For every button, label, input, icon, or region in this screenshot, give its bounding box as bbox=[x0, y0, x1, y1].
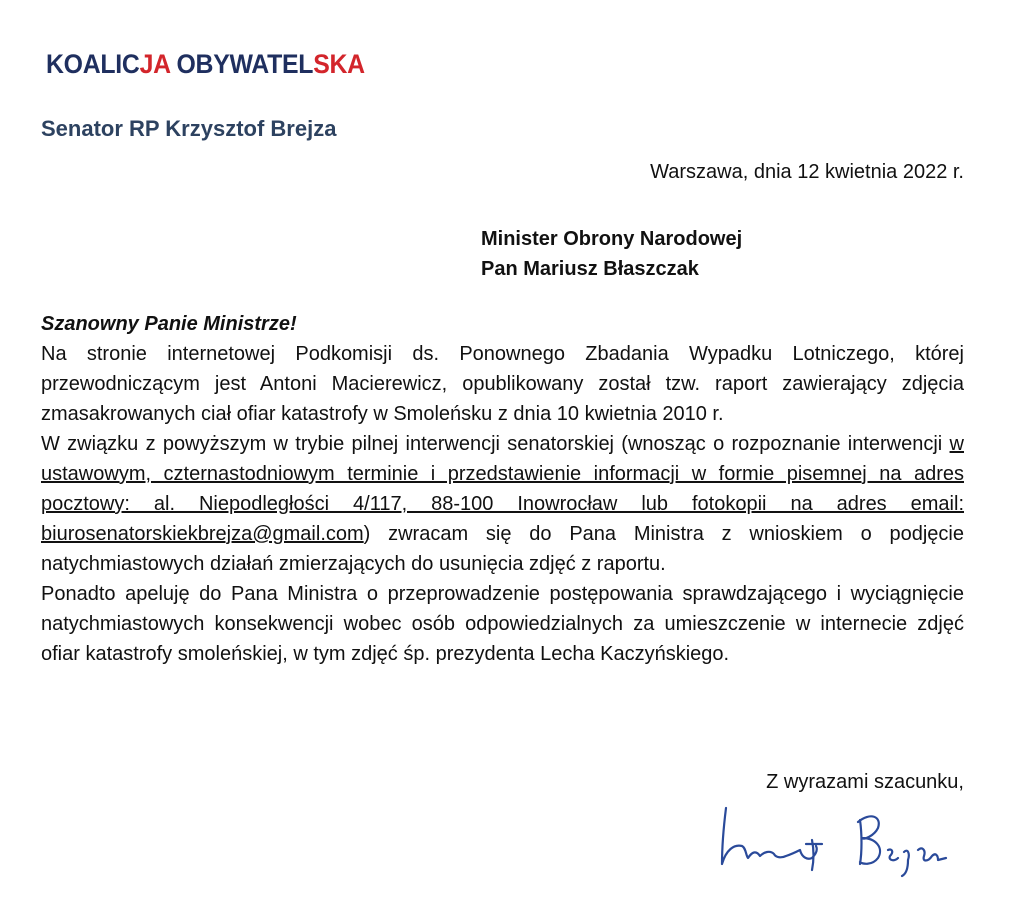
logo-text-3: OBYWATEL bbox=[169, 49, 314, 79]
recipient-line-1: Minister Obrony Narodowej bbox=[481, 228, 743, 250]
paragraph-3: Ponadto apeluję do Pana Ministra o przeprowadzenie postępowania sprawdzającego i wyciągnięcie natychmiastowych konsekwencji wobec osób odpowiedzialnych za umieszczenie w internecie zdjęć ofiar katastrofy smoleńskiej, w tym zdjęć śp. prezydenta Lecha Kaczyńskiego. bbox=[41, 583, 964, 665]
letter-body bbox=[41, 339, 964, 669]
sender-title: Senator RP Krzysztof Brejza bbox=[41, 116, 337, 141]
paragraph-2-underlined: w ustawowym, czternastodniowym terminie i przedstawienie informacji w formie pisemnej na adres pocztowy: al. Niepodległości 4/117, 88-100 Inowrocław lub fotokopii na adres email: biurosenatorskiekbrejza@gmail.com bbox=[41, 433, 964, 545]
paragraph-1: Na stronie internetowej Podkomisji ds. Ponownego Zbadania Wypadku Lotniczego, której przewodniczącym jest Antoni Macierewicz, opublikowany został tzw. raport zawierający zdjęcia zmasakrowanych ciał ofiar katastrofy w Smoleńsku z dnia 10 kwietnia 2010 r. bbox=[41, 343, 964, 425]
paragraph-2-end: ) zwracam się do Pana Ministra z wnioskiem o podjęcie natychmiastowych działań zmierzających do usunięcia zdjęć z raportu. bbox=[41, 523, 964, 575]
closing: Z wyrazami szacunku, bbox=[766, 771, 964, 793]
logo-text-4: SKA bbox=[313, 49, 365, 79]
recipient-block bbox=[481, 224, 742, 284]
logo-text-2: JA bbox=[139, 49, 170, 79]
handwritten-signature bbox=[712, 800, 972, 880]
recipient-line-2: Pan Mariusz Błaszczak bbox=[481, 258, 699, 280]
dateline: Warszawa, dnia 12 kwietnia 2022 r. bbox=[650, 161, 964, 183]
paragraph-2-start: W związku z powyższym w trybie pilnej interwencji senatorskiej (wnosząc o rozpoznanie interwencji bbox=[41, 433, 950, 455]
salutation: Szanowny Panie Ministrze! bbox=[41, 313, 297, 335]
paragraph-2 bbox=[41, 429, 964, 579]
party-logo bbox=[46, 51, 365, 78]
logo-text-1: KOALIC bbox=[46, 49, 140, 79]
